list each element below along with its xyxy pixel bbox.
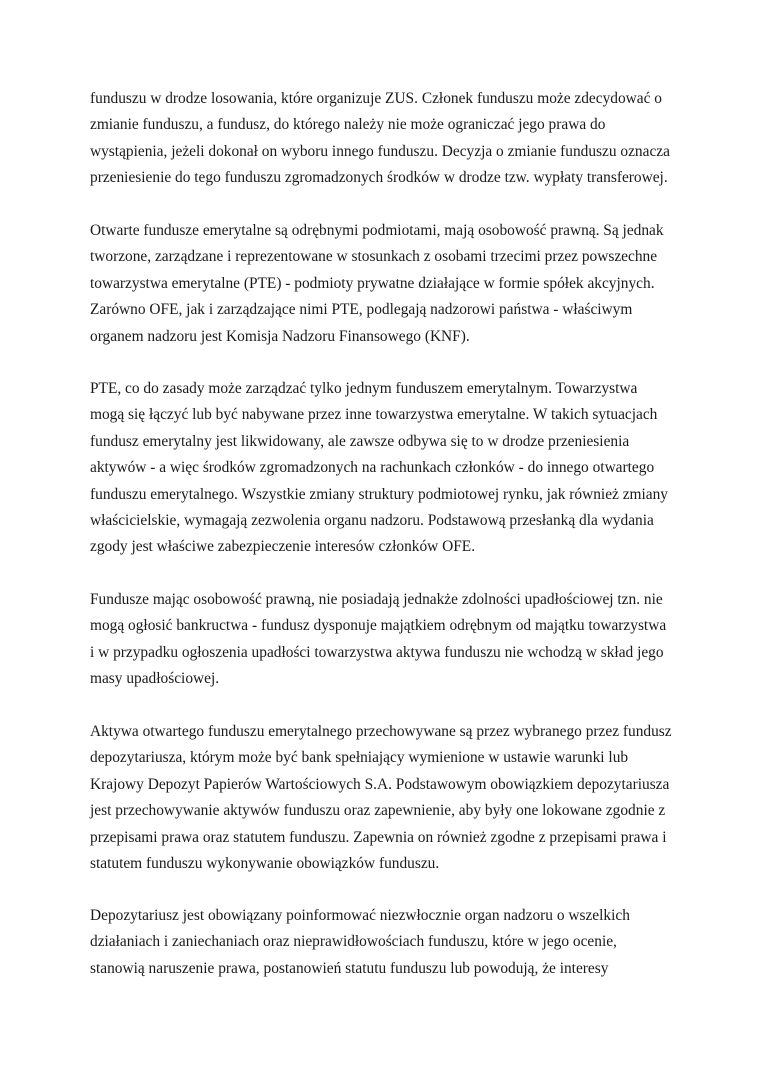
text-line: aktywów - a więc środków zgromadzonych na rachunkach członków - do innego otwartego	[90, 459, 655, 477]
paragraph-pte-management	[90, 376, 690, 561]
text-line: organem nadzoru jest Komisja Nadzoru Finansowego (KNF).	[90, 327, 470, 345]
text-line: jest przechowywanie aktywów funduszu oraz zapewnienie, aby były one lokowane zgodnie z	[90, 802, 666, 820]
text-line: wystąpienia, jeżeli dokonał on wyboru innego funduszu. Decyzja o zmianie funduszu oznacza	[90, 142, 670, 160]
text-line: Otwarte fundusze emerytalne są odrębnymi podmiotami, mają osobowość prawną. Są jednak	[90, 222, 664, 239]
text-line: depozytariusza, którym może być bank spełniający wymienione w ustawie warunki lub	[90, 749, 629, 767]
text-line: fundusz emerytalny jest likwidowany, ale zawsze odbywa się to w drodze przeniesienia	[90, 432, 630, 450]
paragraph-depositary-duty	[90, 903, 690, 982]
text-line: Aktywa otwartego funduszu emerytalnego przechowywane są przez wybranego przez fundusz	[90, 723, 672, 740]
text-line: działaniach i zaniechaniach oraz nieprawidłowościach funduszu, które w jego ocenie,	[90, 933, 617, 951]
text-line: zmianie funduszu, a fundusz, do którego należy nie może ograniczać jego prawa do	[90, 116, 606, 134]
text-line: Fundusze mając osobowość prawną, nie posiadają jednakże zdolności upadłościowej tzn. nie	[90, 591, 663, 608]
text-line: mogą ogłosić bankructwa - fundusz dysponuje majątkiem odrębnym od majątku towarzystwa	[90, 617, 667, 635]
text-line: towarzystwa emerytalne (PTE) - podmioty prywatne działające w formie spółek akcyjnych.	[90, 274, 655, 292]
text-line: właścicielskie, wymagają zezwolenia organu nadzoru. Podstawową przesłanką dla wydania	[90, 511, 654, 529]
text-line: PTE, co do zasady może zarządzać tylko jednym funduszem emerytalnym. Towarzystwa	[90, 380, 638, 397]
text-line: Krajowy Depozyt Papierów Wartościowych S.A. Podstawowym obowiązkiem depozytariusza	[90, 775, 670, 793]
text-line: mogą się łączyć lub być nabywane przez inne towarzystwa emerytalne. W takich sytuacjach	[90, 406, 658, 424]
paragraph-bankruptcy	[90, 587, 690, 693]
text-line: stanowią naruszenie prawa, postanowień statutu funduszu lub powodują, że interesy	[90, 959, 609, 977]
text-line: funduszu emerytalnego. Wszystkie zmiany struktury podmiotowej rynku, jak również zmiany	[90, 485, 669, 503]
text-line: przeniesienie do tego funduszu zgromadzonych środków w drodze tzw. wypłaty transferowej.	[90, 169, 668, 187]
paragraph-depositary	[90, 719, 690, 877]
text-line: funduszu w drodze losowania, które organizuje ZUS. Członek funduszu może zdecydować o	[90, 90, 662, 107]
text-line: przepisami prawa oraz statutem funduszu. Zapewnia on również zgodne z przepisami prawa i	[90, 828, 667, 846]
paragraph-fund-change	[90, 86, 690, 192]
text-line: tworzone, zarządzane i reprezentowane w stosunkach z osobami trzecimi przez powszechne	[90, 248, 658, 266]
text-line: masy upadłościowej.	[90, 670, 220, 688]
paragraph-ofe-entities	[90, 218, 690, 350]
text-line: zgody jest właściwe zabezpieczenie interesów członków OFE.	[90, 538, 476, 556]
text-line: i w przypadku ogłoszenia upadłości towarzystwa aktywa funduszu nie wchodzą w skład jego	[90, 643, 664, 661]
text-line: statutem funduszu wykonywanie obowiązków funduszu.	[90, 854, 440, 872]
text-line: Depozytariusz jest obowiązany poinformować niezwłocznie organ nadzoru o wszelkich	[90, 907, 630, 924]
text-line: Zarówno OFE, jak i zarządzające nimi PTE, podlegają nadzorowi państwa - właściwym	[90, 301, 633, 319]
